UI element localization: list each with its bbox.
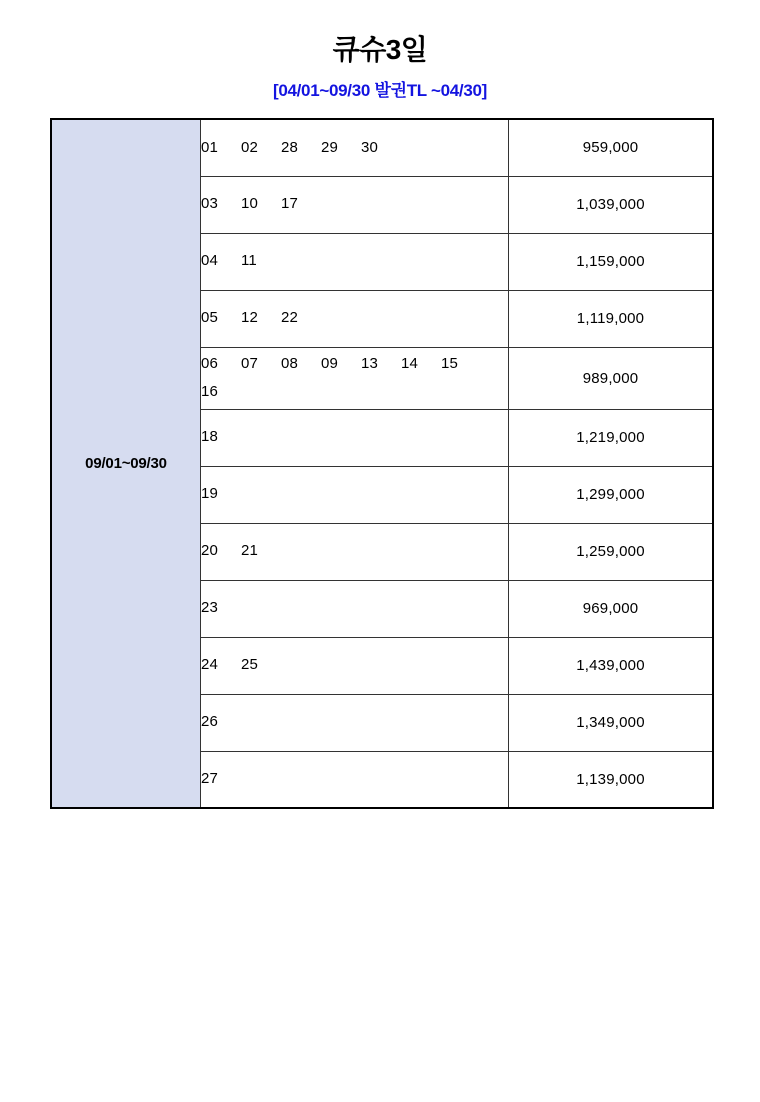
price-cell: 1,119,000 — [509, 290, 714, 347]
date-value: 16 — [201, 383, 219, 400]
date-value: 30 — [361, 138, 379, 156]
date-value: 01 — [201, 138, 219, 156]
date-value: 26 — [201, 713, 219, 731]
date-value: 05 — [201, 309, 219, 327]
price-table-container — [50, 118, 710, 809]
date-value: 11 — [241, 252, 257, 270]
date-value: 15 — [441, 354, 459, 372]
price-cell: 1,299,000 — [509, 466, 714, 523]
date-value: 17 — [281, 195, 299, 213]
table-row — [51, 119, 713, 176]
period-cell: 09/01~09/30 — [51, 119, 201, 808]
date-value: 14 — [401, 354, 419, 372]
dates-cell — [201, 409, 509, 466]
dates-cell — [201, 580, 509, 637]
dates-cell — [201, 176, 509, 233]
dates-cell — [201, 290, 509, 347]
date-value: 08 — [281, 354, 299, 372]
date-value: 23 — [201, 599, 219, 617]
date-value: 09 — [321, 354, 339, 372]
dates-cell — [201, 751, 509, 808]
price-cell: 1,219,000 — [509, 409, 714, 466]
date-value: 06 — [201, 354, 219, 372]
price-cell: 1,439,000 — [509, 637, 714, 694]
date-value: 25 — [241, 656, 259, 674]
price-cell: 969,000 — [509, 580, 714, 637]
page-subtitle: [04/01~09/30 발권TL ~04/30] — [272, 81, 488, 100]
date-value: 03 — [201, 195, 219, 213]
dates-cell — [201, 694, 509, 751]
date-value: 24 — [201, 656, 219, 674]
page-title: 큐슈3일 — [332, 34, 428, 65]
dates-cell — [201, 637, 509, 694]
dates-cell — [201, 119, 509, 176]
date-value: 04 — [201, 252, 219, 270]
price-cell: 989,000 — [509, 347, 714, 409]
price-cell: 1,349,000 — [509, 694, 714, 751]
price-cell: 1,039,000 — [509, 176, 714, 233]
date-value: 19 — [201, 485, 219, 503]
date-value: 20 — [201, 542, 219, 560]
date-value: 22 — [281, 309, 299, 327]
dates-cell — [201, 523, 509, 580]
document-page — [0, 28, 760, 1102]
date-value: 10 — [241, 195, 259, 213]
price-table — [50, 118, 714, 809]
price-cell: 1,159,000 — [509, 233, 714, 290]
price-cell: 959,000 — [509, 119, 714, 176]
dates-cell — [201, 233, 509, 290]
date-value: 02 — [241, 138, 259, 156]
dates-cell — [201, 347, 509, 409]
date-value: 18 — [201, 428, 219, 446]
date-value: 28 — [281, 138, 299, 156]
date-value: 29 — [321, 138, 339, 156]
date-value: 07 — [241, 354, 259, 372]
date-value: 27 — [201, 770, 219, 787]
price-table-body — [51, 119, 713, 808]
date-value: 13 — [361, 354, 379, 372]
dates-cell — [201, 466, 509, 523]
price-cell: 1,259,000 — [509, 523, 714, 580]
price-cell: 1,139,000 — [509, 751, 714, 808]
date-value: 12 — [241, 309, 259, 327]
date-value: 21 — [241, 542, 259, 560]
